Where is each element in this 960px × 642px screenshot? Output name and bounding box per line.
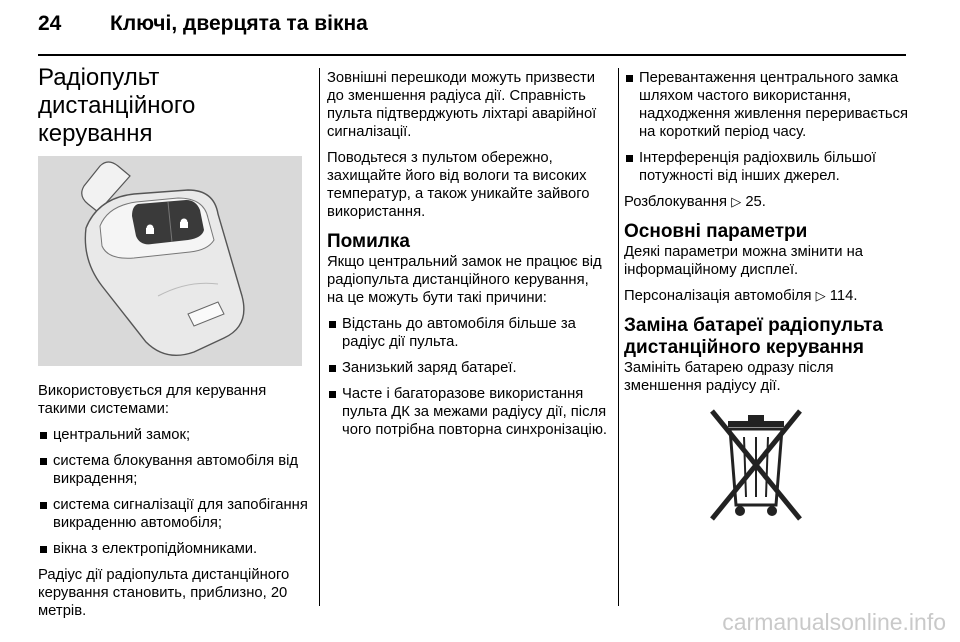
key-fob-figure <box>38 156 302 366</box>
header-rule <box>38 54 906 56</box>
column-2 <box>327 69 609 447</box>
personalization-reference[interactable]: Персоналізація автомобіля ▷ 114. <box>624 288 858 304</box>
footer-watermark: carmanualsonline.info <box>722 609 946 635</box>
page-header <box>38 12 368 36</box>
column-3 <box>624 69 908 532</box>
cause-list-continued <box>624 69 908 185</box>
basic-settings-heading: Основні параметри <box>624 221 808 242</box>
battery-heading: Заміна батареї радіопульта дистанційного керування <box>624 315 883 358</box>
error-heading: Помилка <box>327 231 410 252</box>
error-intro: Якщо центральний замок не працює від радіопульта дистанційного керування, на це можуть бути такі причини: <box>327 254 602 306</box>
range-text: Радіус дії радіопульта дистанційного керування становить, приблизно, 20 метрів. <box>38 567 290 619</box>
triangle-right-icon: ▷ <box>815 288 826 303</box>
list-item: Перевантаження центрального замка шляхом частого використання, надходження живлення переривається на короткий період часу. <box>624 69 908 141</box>
paragraph: Поводьтеся з пультом обережно, захищайте його від вологи та високих температур, а також уникайте зайвого використання. <box>327 150 590 220</box>
flip-key-fob-icon <box>38 156 302 366</box>
crossed-out-bin-icon <box>706 407 806 527</box>
list-item: Часте і багаторазове використання пульта ДК за межами радіусу дії, після чого потрібна повторна синхронізацію. <box>327 385 609 439</box>
list-item: Занизький заряд батареї. <box>327 359 609 377</box>
column-1 <box>38 64 310 628</box>
list-item: система сигналізації для запобігання викраденню автомобіля; <box>38 496 310 532</box>
list-item: вікна з електропідйомниками. <box>38 540 310 558</box>
unlock-reference[interactable]: Розблокування ▷ 25. <box>624 194 766 210</box>
system-list <box>38 426 310 558</box>
paragraph: Зовнішні перешкоди можуть призвести до зменшення радіуса дії. Справність пульта підтверджують ліхтарі аварійної сигналізації. <box>327 70 597 140</box>
list-item: центральний замок; <box>38 426 310 444</box>
page-number: 24 <box>38 12 62 35</box>
basic-settings-text: Деякі параметри можна змінити на інформаційному дисплеї. <box>624 244 864 278</box>
chapter-title: Ключі, дверцята та вікна <box>110 12 368 35</box>
intro-text: Використовується для керування такими системами: <box>38 383 267 417</box>
battery-text: Замініть батарею одразу після зменшення радіусу дії. <box>624 360 834 394</box>
list-item: Інтерференція радіохвиль більшої потужності від інших джерел. <box>624 149 908 185</box>
list-item: система блокування автомобіля від викрадення; <box>38 452 310 488</box>
cause-list <box>327 315 609 439</box>
section-heading: Радіопульт дистанційного керування <box>38 64 196 147</box>
triangle-right-icon: ▷ <box>731 194 742 209</box>
list-item: Відстань до автомобіля більше за радіус дії пульта. <box>327 315 609 351</box>
column-divider <box>319 68 320 606</box>
column-divider <box>618 68 619 606</box>
